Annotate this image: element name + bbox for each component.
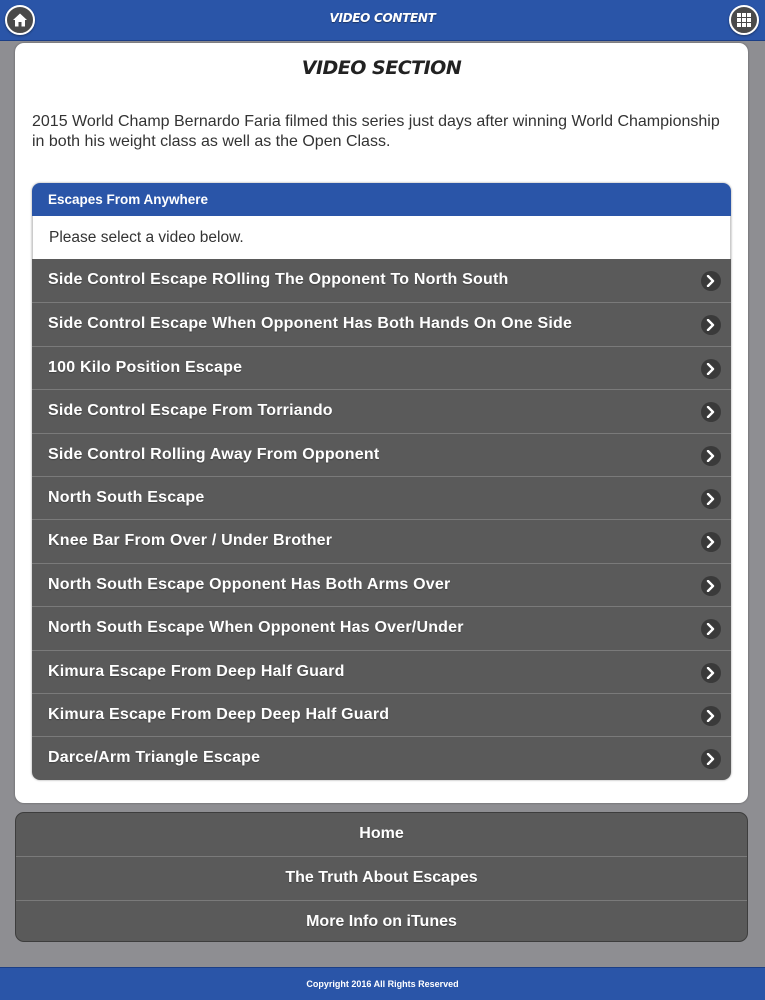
video-section-panel — [15, 43, 748, 803]
video-list-item[interactable] — [32, 563, 731, 606]
video-list-item-label: Darce/Arm Triangle Escape — [48, 749, 261, 767]
chevron-right-icon — [701, 532, 721, 552]
chevron-right-icon — [701, 359, 721, 379]
chevron-right-icon — [701, 749, 721, 769]
header-title: VIDEO CONTENT — [329, 11, 436, 25]
video-list-item[interactable] — [32, 476, 731, 519]
video-list-item[interactable] — [32, 302, 731, 345]
chevron-right-icon — [701, 489, 721, 509]
video-list-item-label: North South Escape — [48, 488, 205, 506]
video-list-item-label: Side Control Escape ROlling The Opponent To North South — [48, 271, 509, 288]
copyright-text: Copyright 2016 All Rights Reserved — [306, 979, 459, 989]
footer-bar — [0, 967, 765, 1000]
video-list-item[interactable] — [32, 389, 731, 432]
chevron-right-icon — [701, 271, 721, 291]
list-header: Escapes From Anywhere — [32, 183, 731, 216]
video-list-item[interactable] — [32, 650, 731, 693]
menu-grid-button[interactable] — [729, 5, 759, 35]
chevron-right-icon — [701, 402, 721, 422]
nav-truth-about-escapes[interactable]: The Truth About Escapes — [16, 856, 747, 899]
section-title: VIDEO SECTION — [301, 57, 462, 79]
video-list-item-label: Side Control Escape When Opponent Has Both Hands On One Side — [48, 315, 573, 333]
video-list-item-label: Side Control Escape From Torriando — [48, 402, 333, 420]
video-list-item[interactable] — [32, 693, 731, 736]
video-list-item-label: North South Escape Opponent Has Both Arms Over — [48, 575, 451, 593]
chevron-right-icon — [701, 663, 721, 683]
grid-icon — [736, 12, 752, 28]
video-list-item-label: 100 Kilo Position Escape — [48, 358, 243, 376]
nav-home[interactable]: Home — [359, 825, 404, 842]
chevron-right-icon — [701, 576, 721, 596]
video-list-item[interactable] — [32, 519, 731, 562]
video-list-item-label: Kimura Escape From Deep Half Guard — [48, 662, 345, 680]
video-list — [32, 183, 731, 780]
video-list-item-label: Kimura Escape From Deep Deep Half Guard — [48, 705, 390, 723]
list-note: Please select a video below. — [32, 216, 731, 259]
video-list-item[interactable] — [32, 433, 731, 476]
video-list-item-label: Knee Bar From Over / Under Brother — [48, 532, 333, 550]
intro-text: 2015 World Champ Bernardo Faria filmed this series just days after winning World Championship in both his weight class as well as the Open Class. — [32, 113, 720, 150]
video-list-item-label: North South Escape When Opponent Has Over/Under — [48, 619, 464, 637]
chevron-right-icon — [701, 315, 721, 335]
nav-more-info-itunes[interactable]: More Info on iTunes — [16, 900, 747, 942]
header-bar — [0, 0, 765, 41]
video-list-item-label: Side Control Rolling Away From Opponent — [48, 445, 380, 463]
chevron-right-icon — [701, 446, 721, 466]
video-list-item[interactable] — [32, 259, 731, 302]
chevron-right-icon — [701, 619, 721, 639]
video-list-item[interactable] — [32, 346, 731, 389]
bottom-nav — [15, 812, 748, 942]
video-list-item[interactable] — [32, 606, 731, 649]
chevron-right-icon — [701, 706, 721, 726]
video-list-item[interactable] — [32, 736, 731, 779]
